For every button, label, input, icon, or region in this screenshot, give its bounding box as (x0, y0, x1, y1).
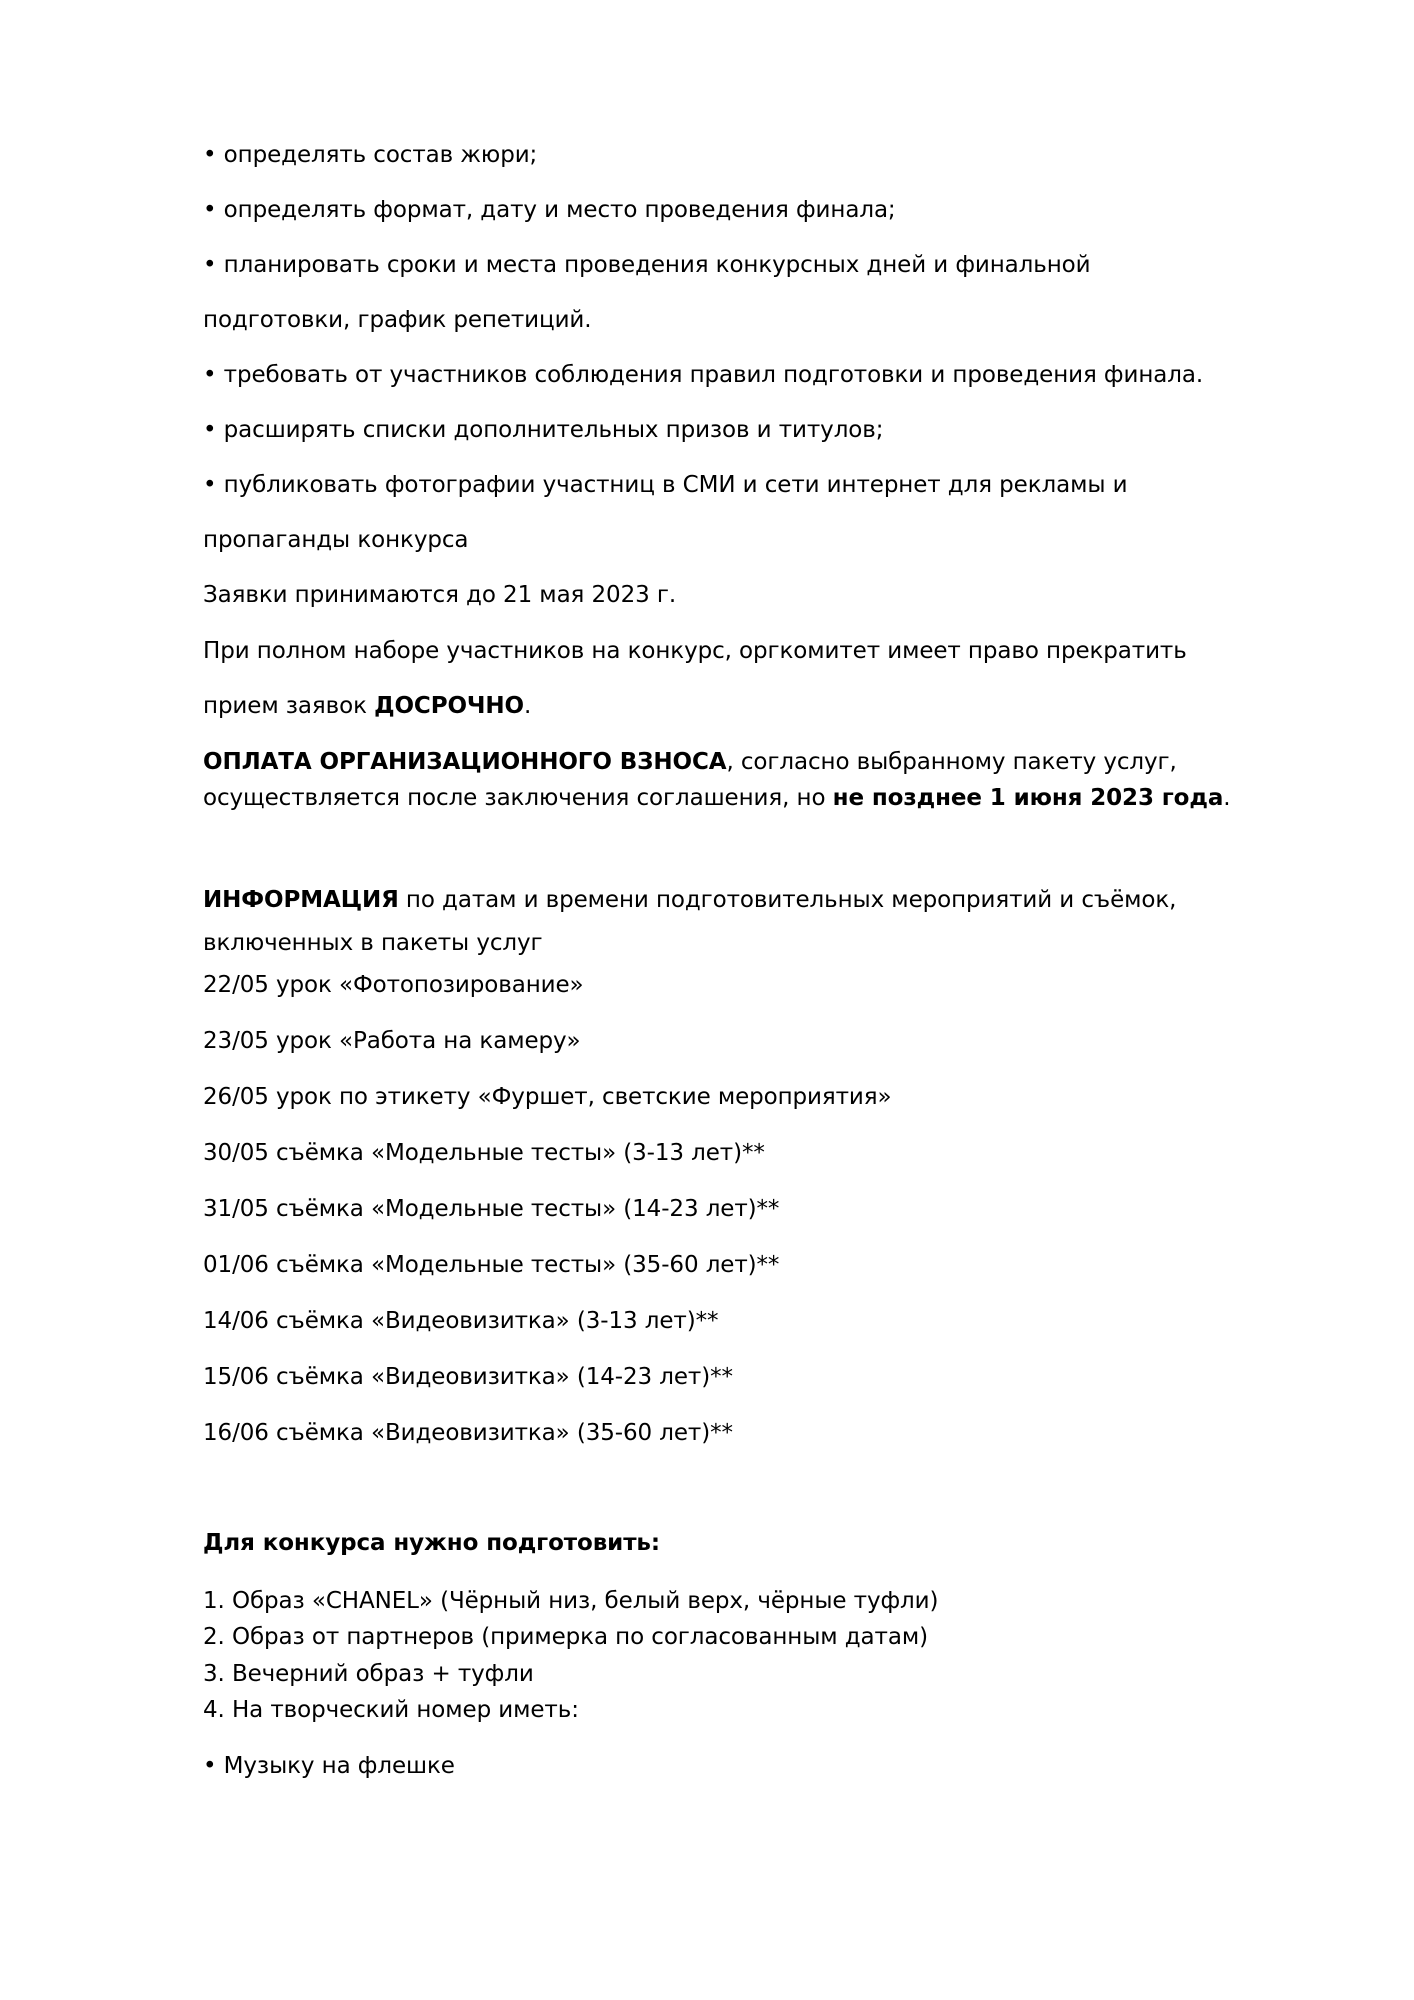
rights-item-continuation: пропаганды конкурса (203, 527, 469, 553)
rights-item: • планировать сроки и места проведения конкурсных дней и финальной (203, 252, 1091, 278)
payment-line2-prefix: осуществляется после заключения соглашения, но (203, 785, 833, 811)
rights-item: • определять формат, дату и место проведения финала; (203, 197, 896, 223)
rights-item: • публиковать фотографии участниц в СМИ и сети интернет для рекламы и (203, 472, 1128, 498)
prepare-heading: Для конкурса нужно подготовить: (203, 1530, 660, 1556)
schedule-item: 14/06 съёмка «Видеовизитка» (3-13 лет)** (203, 1308, 719, 1334)
schedule-item: 15/06 съёмка «Видеовизитка» (14-23 лет)** (203, 1364, 733, 1390)
info-text (203, 885, 1176, 915)
schedule-item: 23/05 урок «Работа на камеру» (203, 1028, 581, 1054)
schedule-item: 22/05 урок «Фотопозирование» (203, 972, 584, 998)
rights-item: • требовать от участников соблюдения правил подготовки и проведения финала. (203, 362, 1204, 388)
payment-text (203, 783, 1231, 813)
early-close-suffix: . (524, 693, 532, 719)
info-line1: по датам и времени подготовительных мероприятий и съёмок, (398, 887, 1177, 913)
early-close-text: При полном наборе участников на конкурс, оргкомитет имеет право прекратить (203, 638, 1187, 664)
schedule-item: 26/05 урок по этикету «Фуршет, светские мероприятия» (203, 1084, 892, 1110)
info-text: включенных в пакеты услуг (203, 930, 543, 956)
prepare-item: 4. На творческий номер иметь: (203, 1697, 579, 1723)
payment-line1: , согласно выбранному пакету услуг, (726, 749, 1177, 775)
schedule-item: 01/06 съёмка «Модельные тесты» (35-60 лет)** (203, 1252, 780, 1278)
rights-item-continuation: подготовки, график репетиций. (203, 307, 592, 333)
rights-item: • определять состав жюри; (203, 142, 538, 168)
payment-deadline: не позднее 1 июня 2023 года (832, 785, 1224, 811)
prepare-item: 1. Образ «CHANEL» (Чёрный низ, белый верх, чёрные туфли) (203, 1588, 939, 1614)
schedule-item: 16/06 съёмка «Видеовизитка» (35-60 лет)** (203, 1420, 733, 1446)
early-close-bold: ДОСРОЧНО (374, 693, 525, 719)
prepare-item: 2. Образ от партнеров (примерка по согласованным датам) (203, 1624, 928, 1650)
prepare-bullet: • Музыку на флешке (203, 1753, 455, 1779)
schedule-item: 30/05 съёмка «Модельные тесты» (3-13 лет)** (203, 1140, 765, 1166)
early-close-text (203, 691, 531, 721)
rights-item: • расширять списки дополнительных призов и титулов; (203, 417, 884, 443)
prepare-item: 3. Вечерний образ + туфли (203, 1661, 534, 1687)
payment-heading: ОПЛАТА ОРГАНИЗАЦИОННОГО ВЗНОСА (203, 749, 727, 775)
early-close-prefix: прием заявок (203, 693, 375, 719)
payment-line2-suffix: . (1223, 785, 1231, 811)
payment-text (203, 747, 1177, 777)
application-deadline: Заявки принимаются до 21 мая 2023 г. (203, 582, 677, 608)
schedule-item: 31/05 съёмка «Модельные тесты» (14-23 лет)** (203, 1196, 780, 1222)
info-heading: ИНФОРМАЦИЯ (203, 887, 399, 913)
